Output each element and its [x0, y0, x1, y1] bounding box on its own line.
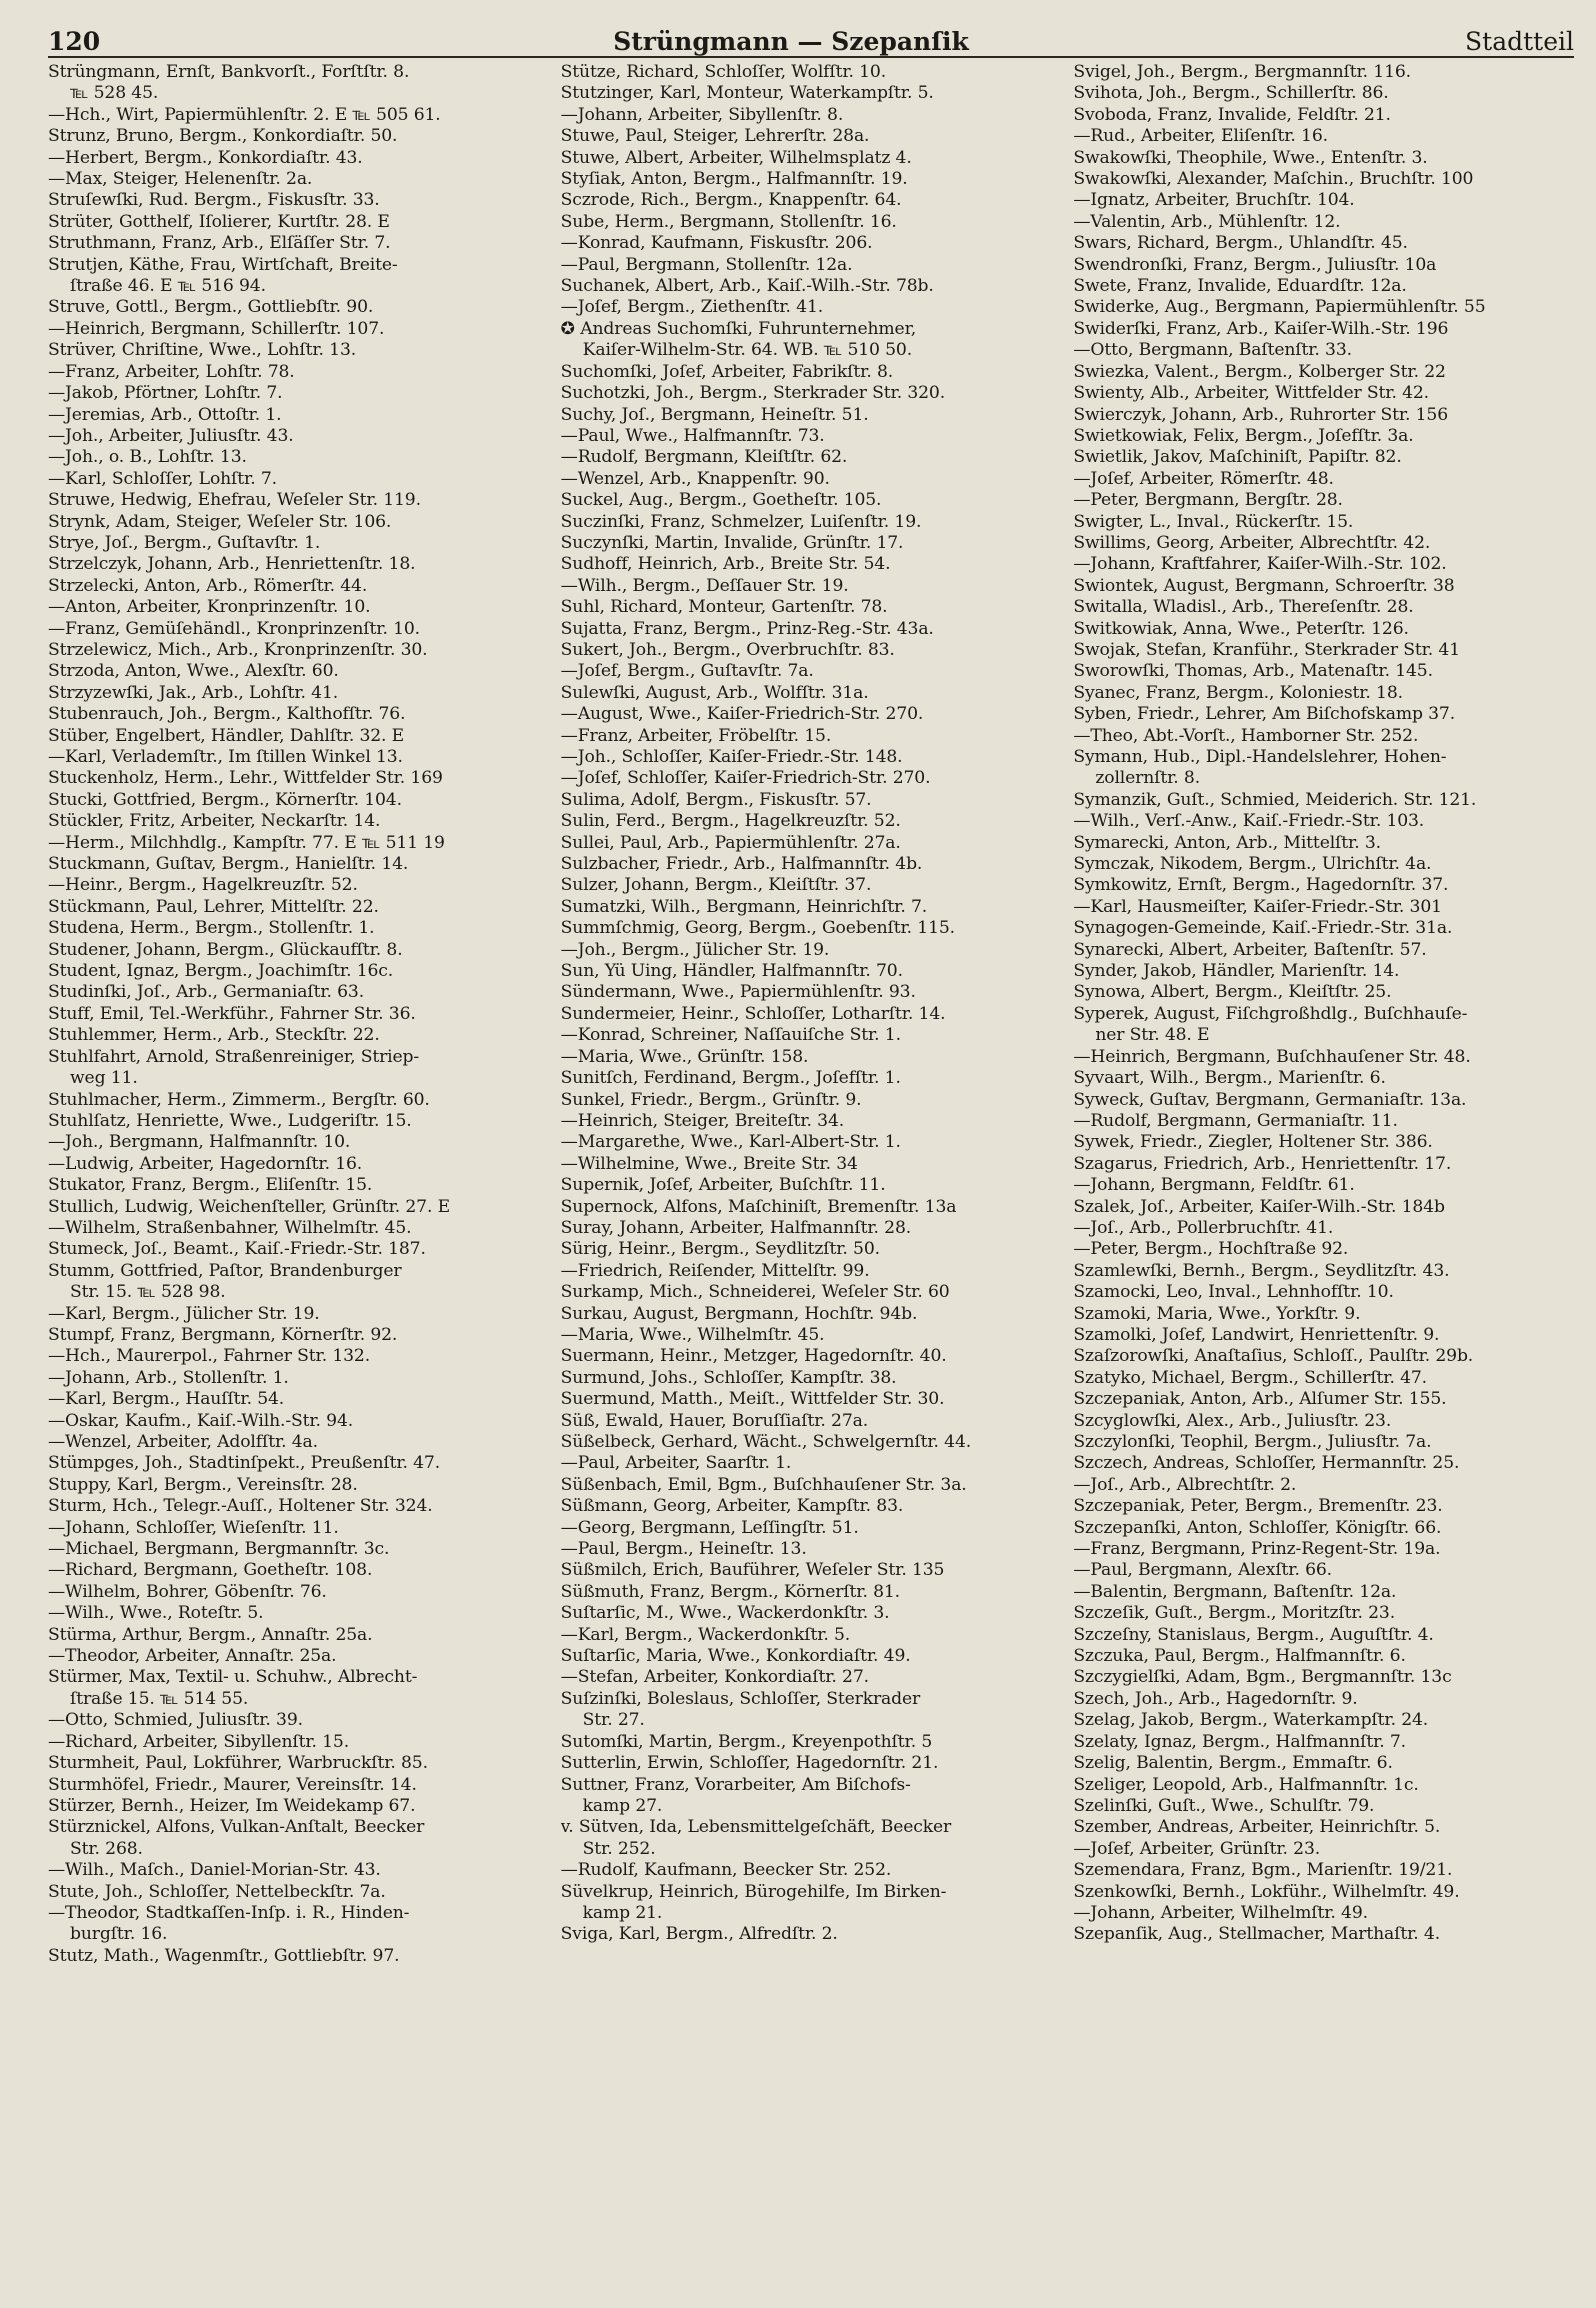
directory-entry: —Wenzel, Arb., Knappenſtr. 90.: [560, 468, 830, 489]
directory-entry: —Wilhelm, Bohrer, Göbenſtr. 76.: [48, 1581, 327, 1602]
directory-entry: —Johann, Kraftfahrer, Kaiſer-Wilh.-Str. 102.: [1073, 554, 1447, 575]
directory-entry: Struſewſki, Rud. Bergm., Fiskusſtr. 33.: [48, 190, 380, 211]
directory-entry: —Wilh., Bergm., Deſſauer Str. 19.: [560, 575, 849, 596]
directory-entry: Supernik, Joſef, Arbeiter, Buſchſtr. 11.: [560, 1175, 886, 1196]
directory-entry: Stuckenholz, Herm., Lehr., Wittfelder Str. 169: [48, 768, 443, 789]
directory-entry: Szczepanſki, Anton, Schloſſer, Königſtr. 66.: [1073, 1517, 1442, 1538]
directory-entry: Str. 15. ℡ 528 98.: [70, 1282, 226, 1303]
column-2: [561, 62, 1062, 2302]
directory-entry: Strzelczyk, Johann, Arb., Henriettenſtr. 18.: [48, 554, 416, 575]
directory-entry: —Wilhelm, Straßenbahner, Wilhelmſtr. 45.: [48, 1217, 412, 1238]
directory-entry: —Paul, Arbeiter, Saarſtr. 1.: [560, 1453, 792, 1474]
directory-entry: —Otto, Schmied, Juliusſtr. 39.: [48, 1710, 303, 1731]
directory-entry: Stuckmann, Guſtav, Bergm., Hanielſtr. 14.: [48, 854, 409, 875]
directory-entry: —Ludwig, Arbeiter, Hagedornſtr. 16.: [48, 1153, 363, 1174]
directory-entry: Sworowſki, Thomas, Arb., Matenaſtr. 145.: [1073, 661, 1433, 682]
directory-entry: —Joh., Bergm., Jülicher Str. 19.: [560, 939, 830, 960]
directory-entry: Süßmann, Georg, Arbeiter, Kampſtr. 83.: [560, 1496, 904, 1517]
directory-entry: Süßelbeck, Gerhard, Wächt., Schwelgernſtr. 44.: [560, 1432, 972, 1452]
directory-entry: Szemendara, Franz, Bgm., Marienſtr. 19/21.: [1073, 1860, 1453, 1881]
directory-entry: Swiderke, Aug., Bergmann, Papiermühlenſtr. 55: [1073, 297, 1486, 318]
directory-entry: Stuwe, Paul, Steiger, Lehrerſtr. 28a.: [560, 126, 870, 147]
directory-entry: Sukert, Joh., Bergm., Overbruchſtr. 83.: [560, 639, 895, 660]
directory-entry: —Johann, Arb., Stollenſtr. 1.: [48, 1367, 289, 1388]
directory-entry: ✪ Andreas Suchomſki, Fuhrunternehmer,: [560, 318, 917, 339]
directory-entry: —Valentin, Arb., Mühlenſtr. 12.: [1073, 211, 1341, 232]
directory-entry: Stütze, Richard, Schloſſer, Wolfſtr. 10.: [560, 62, 887, 82]
directory-entry: —Georg, Bergmann, Leſſingſtr. 51.: [560, 1517, 859, 1538]
directory-entry: —Jeremias, Arb., Ottoſtr. 1.: [48, 404, 282, 425]
directory-entry: Studinſki, Joſ., Arb., Germaniaſtr. 63.: [48, 982, 365, 1003]
directory-entry: Struthmann, Franz, Arb., Elſäſſer Str. 7.: [48, 233, 391, 254]
directory-entry: Szamolki, Joſef, Landwirt, Henriettenſtr. 9.: [1073, 1324, 1440, 1345]
directory-entry: —Franz, Bergmann, Prinz-Regent-Str. 19a.: [1073, 1539, 1441, 1560]
directory-entry: Swierczyk, Johann, Arb., Ruhrorter Str. 156: [1073, 404, 1448, 425]
directory-entry: Suchy, Joſ., Bergmann, Heineſtr. 51.: [560, 404, 869, 425]
directory-entry: Svigel, Joh., Bergm., Bergmannſtr. 116.: [1073, 62, 1411, 82]
directory-entry: Szatyko, Michael, Bergm., Schillerſtr. 47.: [1073, 1367, 1427, 1388]
directory-entry: Sumatzki, Wilh., Bergmann, Heinrichſtr. 7.: [560, 896, 928, 917]
directory-entry: Surkau, August, Bergmann, Hochſtr. 94b.: [560, 1303, 918, 1324]
directory-entry: —Hch., Maurerpol., Fahrner Str. 132.: [48, 1346, 371, 1367]
directory-entry: ſtraße 15. ℡ 514 55.: [70, 1688, 249, 1709]
directory-entry: Swietkowiak, Felix, Bergm., Joſefſtr. 3a.: [1073, 425, 1414, 446]
column-3: [1073, 62, 1574, 2302]
directory-entry: —Herm., Milchhdlg., Kampſtr. 77. E ℡ 511 19: [48, 832, 445, 853]
directory-entry: —Karl, Schloſſer, Lohſtr. 7.: [48, 468, 277, 489]
directory-entry: Switalla, Wladisl., Arb., Thereſenſtr. 28.: [1073, 597, 1414, 618]
directory-entry: —Friedrich, Reiſender, Mittelſtr. 99.: [560, 1260, 870, 1281]
directory-entry: Stumm, Gottfried, Paſtor, Brandenburger: [48, 1260, 402, 1281]
directory-entry: kamp 27.: [582, 1795, 663, 1816]
directory-entry: Suttner, Franz, Vorarbeiter, Am Biſchofs-: [560, 1774, 911, 1795]
directory-entry: Symarecki, Anton, Arb., Mittelſtr. 3.: [1073, 832, 1381, 853]
directory-entry: Szalek, Joſ., Arbeiter, Kaiſer-Wilh.-Str. 184b: [1073, 1196, 1445, 1217]
directory-entry: Swete, Franz, Invalide, Eduardſtr. 12a.: [1073, 276, 1407, 297]
directory-entry: Stürma, Arthur, Bergm., Annaſtr. 25a.: [48, 1624, 373, 1645]
directory-entry: Sutterlin, Erwin, Schloſſer, Hagedornſtr. 21.: [560, 1753, 939, 1774]
directory-entry: Str. 268.: [70, 1838, 143, 1859]
directory-entry: —Heinrich, Steiger, Breiteſtr. 34.: [560, 1110, 845, 1131]
directory-entry: Supernock, Alfons, Maſchiniſt, Bremenſtr. 13a: [560, 1196, 957, 1217]
directory-entry: —Joh., Bergmann, Halfmannſtr. 10.: [48, 1132, 351, 1153]
directory-entry: Szelinſki, Guſt., Wwe., Schulſtr. 79.: [1073, 1795, 1375, 1816]
directory-entry: Strzoda, Anton, Wwe., Alexſtr. 60.: [48, 661, 339, 682]
directory-entry: burgſtr. 16.: [70, 1924, 168, 1945]
directory-entry: —Maria, Wwe., Grünſtr. 158.: [560, 1046, 809, 1067]
directory-entry: v. Sütven, Ida, Lebensmittelgeſchäft, Beecker: [560, 1817, 952, 1838]
directory-entry: —Oskar, Kaufm., Kaiſ.-Wilh.-Str. 94.: [48, 1410, 354, 1431]
directory-entry: Swars, Richard, Bergm., Uhlandſtr. 45.: [1073, 233, 1408, 254]
directory-entry: Sulzer, Johann, Bergm., Kleiſtſtr. 37.: [560, 875, 872, 896]
directory-entry: Swojak, Stefan, Kranführ., Sterkrader Str. 41: [1073, 639, 1460, 660]
directory-entry: —Johann, Schloſſer, Wieſenſtr. 11.: [48, 1517, 339, 1538]
directory-entry: Symkowitz, Ernſt, Bergm., Hagedornſtr. 37.: [1073, 875, 1449, 896]
directory-entry: Sube, Herm., Bergmann, Stollenſtr. 16.: [560, 211, 897, 232]
column-1: [48, 62, 549, 2302]
directory-entry: —Johann, Arbeiter, Wilhelmſtr. 49.: [1073, 1902, 1368, 1923]
directory-entry: Sun, Yü Uing, Händler, Halfmannſtr. 70.: [560, 961, 903, 982]
directory-entry: Strüver, Chriſtine, Wwe., Lohſtr. 13.: [48, 340, 357, 361]
directory-entry: —Herbert, Bergm., Konkordiaſtr. 43.: [48, 147, 363, 168]
directory-entry: —Jakob, Pförtner, Lohſtr. 7.: [48, 383, 283, 404]
directory-entry: Szelaty, Ignaz, Bergm., Halfmannſtr. 7.: [1073, 1731, 1406, 1752]
directory-entry: Struwe, Hedwig, Ehefrau, Weſeler Str. 119.: [48, 490, 421, 511]
directory-entry: —Theodor, Arbeiter, Annaſtr. 25a.: [48, 1646, 337, 1667]
directory-entry: Styſiak, Anton, Bergm., Halfmannſtr. 19.: [560, 169, 908, 190]
directory-entry: Stute, Joh., Schloſſer, Nettelbeckſtr. 7a.: [48, 1881, 386, 1902]
directory-entry: Sundermeier, Heinr., Schloſſer, Lotharſtr. 14.: [560, 1003, 946, 1024]
directory-entry: Sullei, Paul, Arb., Papiermühlenſtr. 27a.: [560, 832, 901, 853]
page-number: 120: [48, 27, 101, 56]
directory-entry: Suckel, Aug., Bergm., Goetheſtr. 105.: [560, 490, 882, 511]
directory-entry: Suermund, Matth., Meiſt., Wittfelder Str. 30.: [560, 1389, 945, 1410]
directory-entry: Switkowiak, Anna, Wwe., Peterſtr. 126.: [1073, 618, 1409, 639]
directory-entry: Symanzik, Guſt., Schmied, Meiderich. Str. 121.: [1073, 789, 1477, 810]
directory-entry: Szczuka, Paul, Bergm., Halfmannſtr. 6.: [1073, 1646, 1406, 1667]
directory-entry: —Balentin, Bergmann, Baſtenſtr. 12a.: [1073, 1581, 1397, 1602]
directory-entry: —Heinrich, Bergmann, Buſchhauſener Str. 48.: [1073, 1046, 1471, 1067]
directory-entry: Suermann, Heinr., Metzger, Hagedornſtr. 40.: [560, 1346, 947, 1367]
directory-entry: Suczynſki, Martin, Invalide, Grünſtr. 17.: [560, 532, 904, 553]
directory-entry: Suſzinſki, Boleslaus, Schloſſer, Sterkrader: [560, 1688, 921, 1709]
directory-entry: Sviga, Karl, Bergm., Alfredſtr. 2.: [560, 1924, 838, 1945]
directory-entry: —Johann, Bergmann, Feldſtr. 61.: [1073, 1175, 1355, 1196]
directory-entry: —Margarethe, Wwe., Karl-Albert-Str. 1.: [560, 1132, 901, 1153]
directory-entry: Szamoki, Maria, Wwe., Yorkſtr. 9.: [1073, 1303, 1361, 1324]
directory-entry: Szczepaniak, Peter, Bergm., Bremenſtr. 23.: [1073, 1496, 1443, 1517]
directory-entry: Strzelecki, Anton, Arb., Römerſtr. 44.: [48, 575, 368, 596]
directory-entry: Stucki, Gottfried, Bergm., Körnerſtr. 104.: [48, 789, 402, 810]
directory-entry: Swakowſki, Alexander, Maſchin., Bruchſtr. 100: [1073, 169, 1474, 190]
directory-entry: Symczak, Nikodem, Bergm., Ulrichſtr. 4a.: [1073, 854, 1432, 875]
directory-entry: Studena, Herm., Bergm., Stollenſtr. 1.: [48, 918, 375, 939]
directory-entry: Stuhlfahrt, Arnold, Straßenreiniger, Striep-: [48, 1046, 420, 1067]
directory-entry: Szczylonſki, Teophil, Bergm., Juliusſtr. 7a.: [1073, 1432, 1432, 1452]
directory-entry: Sunkel, Friedr., Bergm., Grünſtr. 9.: [560, 1089, 862, 1110]
directory-entry: Syweck, Guſtav, Bergmann, Germaniaſtr. 13a.: [1073, 1089, 1467, 1110]
directory-entry: Szcyglowſki, Alex., Arb., Juliusſtr. 23.: [1073, 1410, 1392, 1431]
directory-entry: Strunz, Bruno, Bergm., Konkordiaſtr. 50.: [48, 126, 398, 147]
directory-entry: —Wilhelmine, Wwe., Breite Str. 34: [560, 1153, 858, 1174]
directory-entry: —Joſef, Arbeiter, Grünſtr. 23.: [1073, 1838, 1321, 1859]
directory-entry: Surmund, Johs., Schloſſer, Kampſtr. 38.: [560, 1367, 897, 1388]
directory-entry: Swendronſki, Franz, Bergm., Juliusſtr. 10a: [1073, 254, 1437, 275]
directory-entry: Synagogen-Gemeinde, Kaiſ.-Friedr.-Str. 31a.: [1073, 918, 1453, 939]
directory-entry: Surkamp, Mich., Schneiderei, Weſeler Str. 60: [560, 1282, 950, 1303]
directory-entry: —Rudolf, Kaufmann, Beecker Str. 252.: [560, 1860, 892, 1881]
directory-entry: —Otto, Bergmann, Baſtenſtr. 33.: [1073, 340, 1352, 361]
directory-entry: —Peter, Bergmann, Bergſtr. 28.: [1073, 490, 1343, 511]
directory-entry: ſtraße 46. E ℡ 516 94.: [70, 276, 266, 297]
directory-entry: —Paul, Bergmann, Alexſtr. 66.: [1073, 1560, 1332, 1581]
directory-entry: Strüter, Gotthelf, Iſolierer, Kurtſtr. 28. E: [48, 211, 390, 232]
directory-entry: Stückler, Fritz, Arbeiter, Neckarſtr. 14.: [48, 811, 381, 832]
directory-entry: Szamlewſki, Bernh., Bergm., Seydlitzſtr. 43.: [1073, 1260, 1450, 1281]
directory-entry: Suſtarſic, M., Wwe., Wackerdonkſtr. 3.: [560, 1603, 890, 1624]
directory-entry: Szamocki, Leo, Inval., Lehnhofſtr. 10.: [1073, 1282, 1394, 1303]
directory-entry: Szenkowſki, Bernh., Lokführ., Wilhelmſtr. 49.: [1073, 1881, 1460, 1902]
directory-entry: Suchomſki, Joſef, Arbeiter, Fabrikſtr. 8.: [560, 361, 894, 382]
directory-entry: Stutz, Math., Wagenmſtr., Gottliebſtr. 97.: [48, 1945, 400, 1966]
directory-entry: Student, Ignaz, Bergm., Joachimſtr. 16c.: [48, 961, 394, 982]
directory-entry: —Karl, Verlademſtr., Im ſtillen Winkel 13.: [48, 747, 403, 767]
directory-entry: Syvaart, Wilh., Bergm., Marienſtr. 6.: [1073, 1068, 1386, 1089]
directory-entry: —Wilh., Maſch., Daniel-Morian-Str. 43.: [48, 1860, 381, 1881]
directory-entry: —Joſ., Arb., Albrechtſtr. 2.: [1073, 1474, 1297, 1495]
directory-entry: Stuwe, Albert, Arbeiter, Wilhelmsplatz 4.: [560, 147, 912, 168]
directory-entry: Sündermann, Wwe., Papiermühlenſtr. 93.: [560, 982, 916, 1003]
directory-entry: Stümpges, Joh., Stadtinſpekt., Preußenſtr. 47.: [48, 1453, 441, 1474]
directory-entry: Szczeſny, Stanislaus, Bergm., Auguſtſtr. 4.: [1073, 1624, 1434, 1645]
directory-entry: Sturm, Hch., Telegr.-Auſſ., Holtener Str. 324.: [48, 1496, 433, 1517]
directory-entry: —Peter, Bergm., Hochſtraße 92.: [1073, 1239, 1349, 1260]
directory-entry: Szember, Andreas, Arbeiter, Heinrichſtr. 5.: [1073, 1817, 1441, 1838]
directory-entry: —Joſ., Arb., Pollerbruchſtr. 41.: [1073, 1217, 1334, 1238]
directory-entry: —Konrad, Kaufmann, Fiskusſtr. 206.: [560, 233, 873, 254]
directory-entry: —Rudolf, Bergmann, Kleiſtſtr. 62.: [560, 447, 848, 468]
directory-entry: —Maria, Wwe., Wilhelmſtr. 45.: [560, 1324, 825, 1345]
directory-entry: Strüngmann, Ernſt, Bankvorſt., Forſtſtr. 8.: [48, 62, 410, 82]
directory-entry: —Karl, Bergm., Wackerdonkſtr. 5.: [560, 1624, 851, 1645]
directory-entry: Stuhlmacher, Herm., Zimmerm., Bergſtr. 60.: [48, 1089, 430, 1110]
directory-entry: Suczinſki, Franz, Schmelzer, Luiſenſtr. 19.: [560, 511, 922, 532]
directory-entry: —Heinr., Bergm., Hagelkreuzſtr. 52.: [48, 875, 358, 896]
directory-entry: —Joh., Schloſſer, Kaiſer-Friedr.-Str. 148.: [560, 747, 903, 767]
directory-entry: Szelag, Jakob, Bergm., Waterkampſtr. 24.: [1073, 1710, 1429, 1731]
directory-entry: Sturmheit, Paul, Lokführer, Warbruckſtr. 85.: [48, 1753, 428, 1774]
directory-entry: Suchotzki, Joh., Bergm., Sterkrader Str. 320.: [560, 383, 946, 404]
directory-entry: —Franz, Arbeiter, Lohſtr. 78.: [48, 361, 295, 382]
directory-entry: —Ignatz, Arbeiter, Bruchſtr. 104.: [1073, 190, 1355, 211]
directory-entry: Swiezka, Valent., Bergm., Kolberger Str. 22: [1073, 361, 1446, 382]
directory-entry: Synder, Jakob, Händler, Marienſtr. 14.: [1073, 961, 1400, 982]
directory-entry: —Paul, Bergmann, Stollenſtr. 12a.: [560, 254, 853, 275]
directory-entry: Synarecki, Albert, Arbeiter, Baſtenſtr. 57.: [1073, 939, 1427, 960]
directory-entry: Strynk, Adam, Steiger, Weſeler Str. 106.: [48, 511, 392, 532]
directory-entry: —Karl, Hausmeiſter, Kaiſer-Friedr.-Str. 301: [1073, 896, 1442, 917]
directory-entry: Sunitſch, Ferdinand, Bergm., Joſefſtr. 1.: [560, 1068, 901, 1089]
directory-entry: Sczrode, Rich., Bergm., Knappenſtr. 64.: [560, 190, 902, 211]
directory-entry: Stückmann, Paul, Lehrer, Mittelſtr. 22.: [48, 896, 379, 917]
directory-entry: Str. 27.: [582, 1710, 645, 1731]
directory-entry: Struve, Gottl., Bergm., Gottliebſtr. 90.: [48, 297, 374, 318]
directory-entry: —Theo, Abt.-Vorſt., Hamborner Str. 252.: [1073, 725, 1419, 746]
directory-entry: —Michael, Bergmann, Bergmannſtr. 3c.: [48, 1539, 390, 1560]
directory-entry: Stutzinger, Karl, Monteur, Waterkampſtr. 5.: [560, 83, 934, 104]
directory-entry: Szczeſik, Guſt., Bergm., Moritzſtr. 23.: [1073, 1603, 1396, 1624]
directory-entry: Sürig, Heinr., Bergm., Seydlitzſtr. 50.: [560, 1239, 880, 1260]
directory-entry: Sujatta, Franz, Bergm., Prinz-Reg.-Str. 43a.: [560, 618, 934, 639]
directory-entry: —Johann, Arbeiter, Sibyllenſtr. 8.: [560, 104, 844, 125]
directory-entry: Studener, Johann, Bergm., Glückaufſtr. 8.: [48, 939, 403, 960]
directory-entry: Stuhlemmer, Herm., Arb., Steckſtr. 22.: [48, 1025, 380, 1046]
directory-entry: —Anton, Arbeiter, Kronprinzenſtr. 10.: [48, 597, 371, 618]
directory-entry: Syperek, August, Fiſchgroßhdlg., Buſchhauſe-: [1073, 1003, 1468, 1024]
directory-entry: —Max, Steiger, Helenenſtr. 2a.: [48, 169, 313, 190]
directory-entry: ner Str. 48. E: [1095, 1025, 1210, 1046]
directory-entry: —Joh., Arbeiter, Juliusſtr. 43.: [48, 425, 294, 446]
directory-entry: —Joſef, Bergm., Guſtavſtr. 7a.: [560, 661, 814, 682]
directory-entry: —Franz, Gemüſehändl., Kronprinzenſtr. 10.: [48, 618, 420, 639]
directory-entry: Szepanſik, Aug., Stellmacher, Marthaſtr. 4.: [1073, 1924, 1441, 1945]
directory-entry: —Paul, Bergm., Heineſtr. 13.: [560, 1539, 807, 1560]
directory-entry: Süßmuth, Franz, Bergm., Körnerſtr. 81.: [560, 1581, 900, 1602]
directory-entry: —Joſef, Arbeiter, Römerſtr. 48.: [1073, 468, 1334, 489]
directory-entry: Sulin, Ferd., Bergm., Hagelkreuzſtr. 52.: [560, 811, 901, 832]
directory-entry: Sulzbacher, Friedr., Arb., Halfmannſtr. 4b.: [560, 854, 923, 875]
directory-entry: Kaiſer-Wilhelm-Str. 64. WB. ℡ 510 50.: [582, 340, 913, 361]
directory-entry: Szech, Joh., Arb., Hagedornſtr. 9.: [1073, 1688, 1358, 1709]
directory-entry: Suray, Johann, Arbeiter, Halfmannſtr. 28.: [560, 1217, 912, 1238]
directory-entry: weg 11.: [70, 1068, 138, 1089]
directory-entry: Strzelewicz, Mich., Arb., Kronprinzenſtr. 30.: [48, 639, 428, 660]
directory-entry: Szczech, Andreas, Schloſſer, Hermannſtr. 25.: [1073, 1453, 1460, 1474]
directory-entry: —Paul, Wwe., Halfmannſtr. 73.: [560, 425, 825, 446]
directory-entry: Swillims, Georg, Arbeiter, Albrechtſtr. 42.: [1073, 532, 1431, 553]
directory-entry: Synowa, Albert, Bergm., Kleiſtſtr. 25.: [1073, 982, 1392, 1003]
directory-entry: Swigter, L., Inval., Rückerſtr. 15.: [1073, 511, 1354, 532]
directory-entry: Stuhlſatz, Henriette, Wwe., Ludgeriſtr. 15.: [48, 1110, 412, 1131]
directory-entry: Swakowſki, Theophile, Wwe., Entenſtr. 3.: [1073, 147, 1428, 168]
directory-entry: Szczepaniak, Anton, Arb., Alſumer Str. 155.: [1073, 1389, 1447, 1410]
directory-entry: Stürmer, Max, Textil- u. Schuhw., Albrecht-: [48, 1667, 418, 1688]
directory-entry: Strutjen, Käthe, Frau, Wirtſchaft, Breite-: [48, 254, 398, 275]
directory-entry: —August, Wwe., Kaiſer-Friedrich-Str. 270.: [560, 704, 924, 725]
page-header: [48, 16, 1574, 58]
directory-entry: —Joh., o. B., Lohſtr. 13.: [48, 447, 247, 468]
directory-entry: Suſtarſic, Maria, Wwe., Konkordiaſtr. 49.: [560, 1646, 911, 1667]
directory-entry: kamp 21.: [582, 1902, 663, 1923]
directory-entry: —Wilh., Wwe., Roteſtr. 5.: [48, 1603, 264, 1624]
directory-entry: —Rud., Arbeiter, Eliſenſtr. 16.: [1073, 126, 1328, 147]
directory-entry: Szelig, Balentin, Bergm., Emmaſtr. 6.: [1073, 1753, 1393, 1774]
directory-entry: Stürznickel, Alfons, Vulkan-Anſtalt, Beecker: [48, 1817, 425, 1838]
directory-entry: Strzyzewſki, Jak., Arb., Lohſtr. 41.: [48, 682, 339, 703]
directory-entry: —Stefan, Arbeiter, Konkordiaſtr. 27.: [560, 1667, 869, 1688]
directory-entry: —Wilh., Verſ.-Anw., Kaiſ.-Friedr.-Str. 103.: [1073, 811, 1425, 832]
directory-entry: Sywek, Friedr., Ziegler, Holtener Str. 386.: [1073, 1132, 1433, 1153]
directory-entry: Syben, Friedr., Lehrer, Am Biſchofskamp 37.: [1073, 704, 1456, 725]
directory-entry: Strye, Joſ., Bergm., Guſtavſtr. 1.: [48, 532, 321, 553]
directory-entry: Swietlik, Jakov, Maſchiniſt, Papiſtr. 82.: [1073, 447, 1402, 468]
directory-entry: —Heinrich, Bergmann, Schillerſtr. 107.: [48, 318, 385, 339]
directory-entry: Svoboda, Franz, Invalide, Feldſtr. 21.: [1073, 104, 1391, 125]
directory-entry: Szaſzorowſki, Anaſtaſius, Schloſſ., Paulſtr. 29b.: [1073, 1346, 1474, 1367]
directory-entry: Sudhoff, Heinrich, Arb., Breite Str. 54.: [560, 554, 891, 575]
directory-entry: Sulima, Adolf, Bergm., Fiskusſtr. 57.: [560, 789, 872, 810]
directory-entry: Stuff, Emil, Tel.-Werkführ., Fahrner Str. 36.: [48, 1003, 416, 1024]
directory-entry: Süßenbach, Emil, Bgm., Buſchhauſener Str. 3a.: [560, 1474, 967, 1495]
directory-entry: Stumpf, Franz, Bergmann, Körnerſtr. 92.: [48, 1324, 398, 1345]
directory-entry: Stullich, Ludwig, Weichenſteller, Grünſtr. 27. E: [48, 1196, 450, 1217]
directory-entry: ℡ 528 45.: [70, 83, 159, 104]
directory-entry: Sutomſki, Martin, Bergm., Kreyenpothſtr. 5: [560, 1731, 933, 1752]
directory-entry: Szeliger, Leopold, Arb., Halfmannſtr. 1c.: [1073, 1774, 1419, 1795]
directory-entry: —Hch., Wirt, Papiermühlenſtr. 2. E ℡ 505 61.: [48, 104, 441, 125]
directory-entry: Stubenrauch, Joh., Bergm., Kalthofſtr. 76.: [48, 704, 406, 725]
directory-entry: Syanec, Franz, Bergm., Koloniestr. 18.: [1073, 682, 1403, 703]
directory-entry: —Richard, Arbeiter, Sibyllenſtr. 15.: [48, 1731, 350, 1752]
section-label: Stadtteil: [1465, 27, 1574, 56]
directory-entry: Stüber, Engelbert, Händler, Dahlſtr. 32. E: [48, 725, 405, 746]
directory-entry: —Joſef, Schloſſer, Kaiſer-Friedrich-Str. 270.: [560, 768, 931, 789]
directory-entry: —Franz, Arbeiter, Fröbelſtr. 15.: [560, 725, 832, 746]
directory-entry: Str. 252.: [582, 1838, 656, 1859]
directory-entry: Swiderſki, Franz, Arb., Kaiſer-Wilh.-Str. 196: [1073, 318, 1449, 339]
directory-entry: Summſchmig, Georg, Bergm., Goebenſtr. 115.: [560, 918, 955, 939]
directory-entry: Szczygielſki, Adam, Bgm., Bergmannſtr. 13c: [1073, 1667, 1452, 1688]
directory-entry: —Theodor, Stadtkaſſen-Inſp. i. R., Hinden-: [48, 1902, 410, 1923]
directory-entry: Stukator, Franz, Bergm., Eliſenſtr. 15.: [48, 1175, 373, 1196]
columns: [48, 62, 1574, 2302]
directory-entry: Stuppy, Karl, Bergm., Vereinsſtr. 28.: [48, 1474, 358, 1495]
directory-entry: Süßmilch, Erich, Bauführer, Weſeler Str. 135: [560, 1560, 945, 1581]
directory-entry: Suchanek, Albert, Arb., Kaiſ.-Wilh.-Str. 78b.: [560, 276, 934, 297]
page-title: Strüngmann — Szepanſik: [613, 27, 969, 56]
directory-entry: —Karl, Bergm., Hauſſtr. 54.: [48, 1389, 285, 1410]
directory-entry: Symann, Hub., Dipl.-Handelslehrer, Hohen-: [1073, 747, 1447, 767]
directory-entry: zollernſtr. 8.: [1095, 768, 1201, 789]
directory-entry: Swienty, Alb., Arbeiter, Wittfelder Str. 42.: [1073, 383, 1429, 404]
directory-entry: Svihota, Joh., Bergm., Schillerſtr. 86.: [1073, 83, 1389, 104]
directory-entry: —Wenzel, Arbeiter, Adolfſtr. 4a.: [48, 1432, 318, 1452]
directory-entry: Süß, Ewald, Hauer, Boruſſiaſtr. 27a.: [560, 1410, 869, 1431]
directory-entry: —Richard, Bergmann, Goetheſtr. 108.: [48, 1560, 373, 1581]
directory-entry: Szagarus, Friedrich, Arb., Henriettenſtr. 17.: [1073, 1153, 1452, 1174]
directory-entry: —Rudolf, Bergmann, Germaniaſtr. 11.: [1073, 1110, 1398, 1131]
directory-entry: Stumeck, Joſ., Beamt., Kaiſ.-Friedr.-Str. 187.: [48, 1239, 426, 1260]
directory-entry: Swiontek, August, Bergmann, Schroerſtr. 38: [1073, 575, 1455, 596]
directory-entry: Süvelkrup, Heinrich, Bürogehilfe, Im Birken-: [560, 1881, 947, 1902]
directory-entry: Stürzer, Bernh., Heizer, Im Weidekamp 67.: [48, 1795, 416, 1816]
directory-entry: —Joſef, Bergm., Ziethenſtr. 41.: [560, 297, 824, 318]
directory-entry: —Karl, Bergm., Jülicher Str. 19.: [48, 1303, 320, 1324]
directory-entry: Suhl, Richard, Monteur, Gartenſtr. 78.: [560, 597, 888, 618]
directory-entry: —Konrad, Schreiner, Naſſauiſche Str. 1.: [560, 1025, 901, 1046]
directory-entry: Sulewſki, August, Arb., Wolfſtr. 31a.: [560, 682, 869, 703]
directory-entry: Sturmhöfel, Friedr., Maurer, Vereinsſtr. 14.: [48, 1774, 417, 1795]
